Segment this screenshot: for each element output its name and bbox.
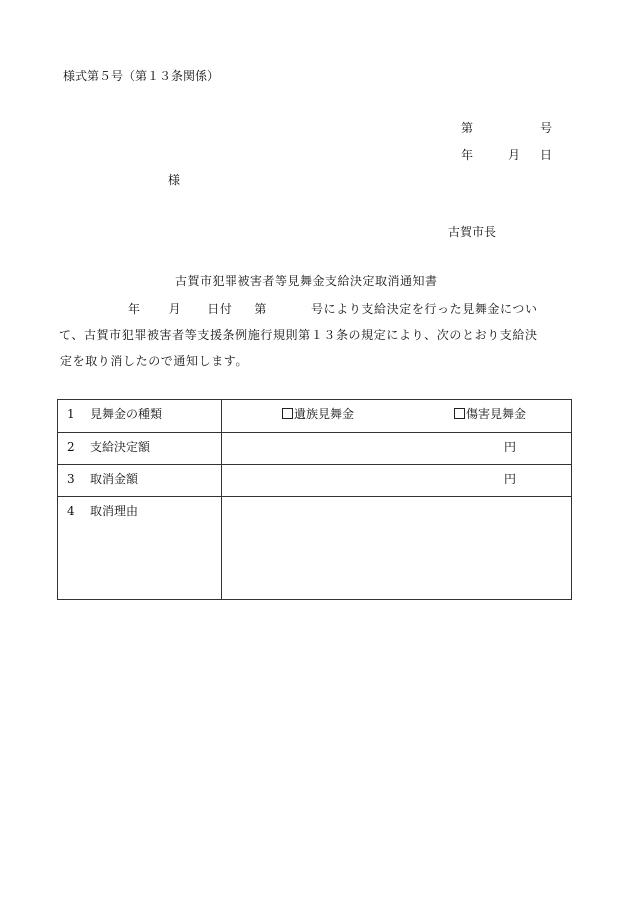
paragraph-line-2: て、古賀市犯罪被害者等支援条例施行規則第１３条の規定により、次のとおり支給決 (59, 328, 538, 342)
option-bereaved-label: 遺族見舞金 (294, 407, 355, 421)
table-row-decided-amount (58, 433, 571, 465)
addressee-suffix: 様 (168, 173, 181, 187)
paragraph-line-3: 定を取り消したので通知します。 (60, 354, 249, 368)
row-label-decided-amount: 支給決定額 (90, 440, 151, 454)
body-month: 月 (168, 302, 182, 316)
body-date-suffix: 日付 (207, 302, 233, 316)
date-day: 日 (540, 148, 553, 162)
bereaved-checkbox[interactable] (282, 408, 293, 419)
issuer-name: 古賀市長 (448, 225, 497, 239)
notice-paragraph (60, 296, 580, 374)
row-number: 1 (67, 407, 75, 421)
table-row-reason (58, 497, 571, 599)
date-year: 年 (461, 148, 474, 162)
option-injury-label: 傷害見舞金 (466, 407, 527, 421)
option-bereaved[interactable] (282, 406, 354, 422)
document-number-prefix: 第 (461, 121, 474, 135)
row-label-type: 見舞金の種類 (90, 407, 163, 421)
form-number-label: 様式第５号（第１３条関係） (63, 69, 220, 83)
body-line1-end: 号により支給決定を行った見舞金につい (311, 302, 538, 316)
row-number: 4 (67, 504, 75, 518)
row-number: 3 (67, 472, 75, 486)
body-year: 年 (128, 302, 141, 316)
date-month: 月 (508, 148, 521, 162)
row-label-cancelled-amount: 取消金額 (90, 472, 139, 486)
row-label-reason: 取消理由 (90, 504, 139, 518)
body-number-prefix: 第 (254, 302, 268, 316)
table-row-cancelled-amount (58, 465, 571, 497)
paragraph-line-1 (60, 296, 580, 322)
table-row-type (58, 400, 571, 433)
document-number-suffix: 号 (540, 121, 553, 135)
option-injury[interactable] (454, 406, 526, 422)
row-number: 2 (67, 440, 75, 454)
yen-unit: 円 (504, 472, 517, 486)
yen-unit: 円 (504, 440, 517, 454)
cancellation-details-table (57, 399, 572, 600)
injury-checkbox[interactable] (454, 408, 465, 419)
document-title: 古賀市犯罪被害者等見舞金支給決定取消通知書 (175, 274, 438, 288)
